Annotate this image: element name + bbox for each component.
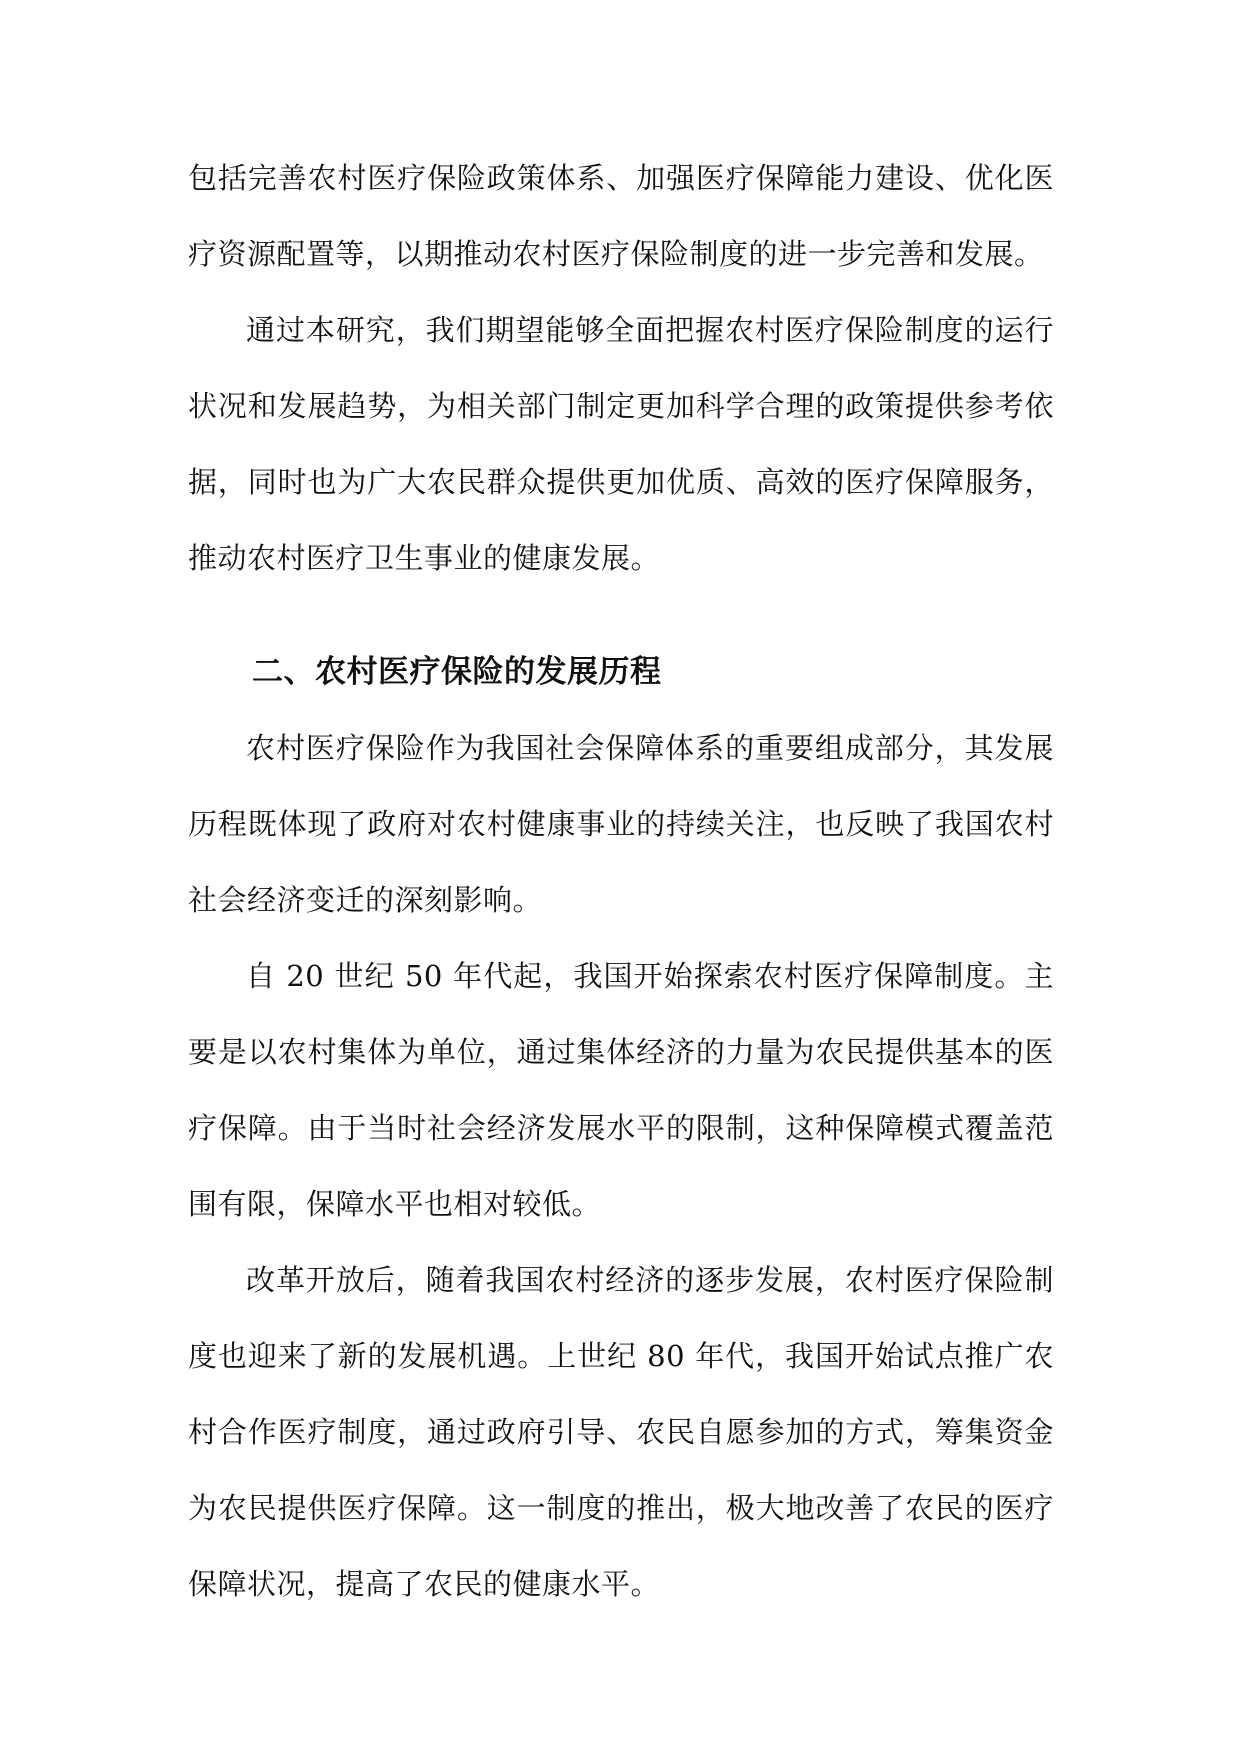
paragraph-research-goal: 通过本研究，我们期望能够全面把握农村医疗保险制度的运行状况和发展趋势，为相关部门制定更加科学合理的政策提供参考依据，同时也为广大农民群众提供更加优质、高效的医疗保障服务，推动农村医疗卫生事业的健康发展。 [188,313,1054,575]
heading-spacer [188,596,1054,634]
paragraph-1950s: 自 20 世纪 50 年代起，我国开始探索农村医疗保障制度。主要是以农村集体为单位，通过集体经济的力量为农民提供基本的医疗保障。由于当时社会经济发展水平的限制，这种保障模式覆盖范围有限，保障水平也相对较低。 [188,959,1054,1221]
document-body [188,140,1054,1622]
paragraph-history-intro: 农村医疗保险作为我国社会保障体系的重要组成部分，其发展历程既体现了政府对农村健康事业的持续关注，也反映了我国农村社会经济变迁的深刻影响。 [188,731,1054,917]
paragraph-reform-era: 改革开放后，随着我国农村经济的逐步发展，农村医疗保险制度也迎来了新的发展机遇。上世纪 80 年代，我国开始试点推广农村合作医疗制度，通过政府引导、农民自愿参加的方式，筹集资金为农民提供医疗保障。这一制度的推出，极大地改善了农民的医疗保障状况，提高了农民的健康水平。 [188,1263,1054,1601]
paragraph-continued: 包括完善农村医疗保险政策体系、加强医疗保障能力建设、优化医疗资源配置等，以期推动农村医疗保险制度的进一步完善和发展。 [188,161,1054,271]
section-heading: 二、农村医疗保险的发展历程 [252,654,662,690]
